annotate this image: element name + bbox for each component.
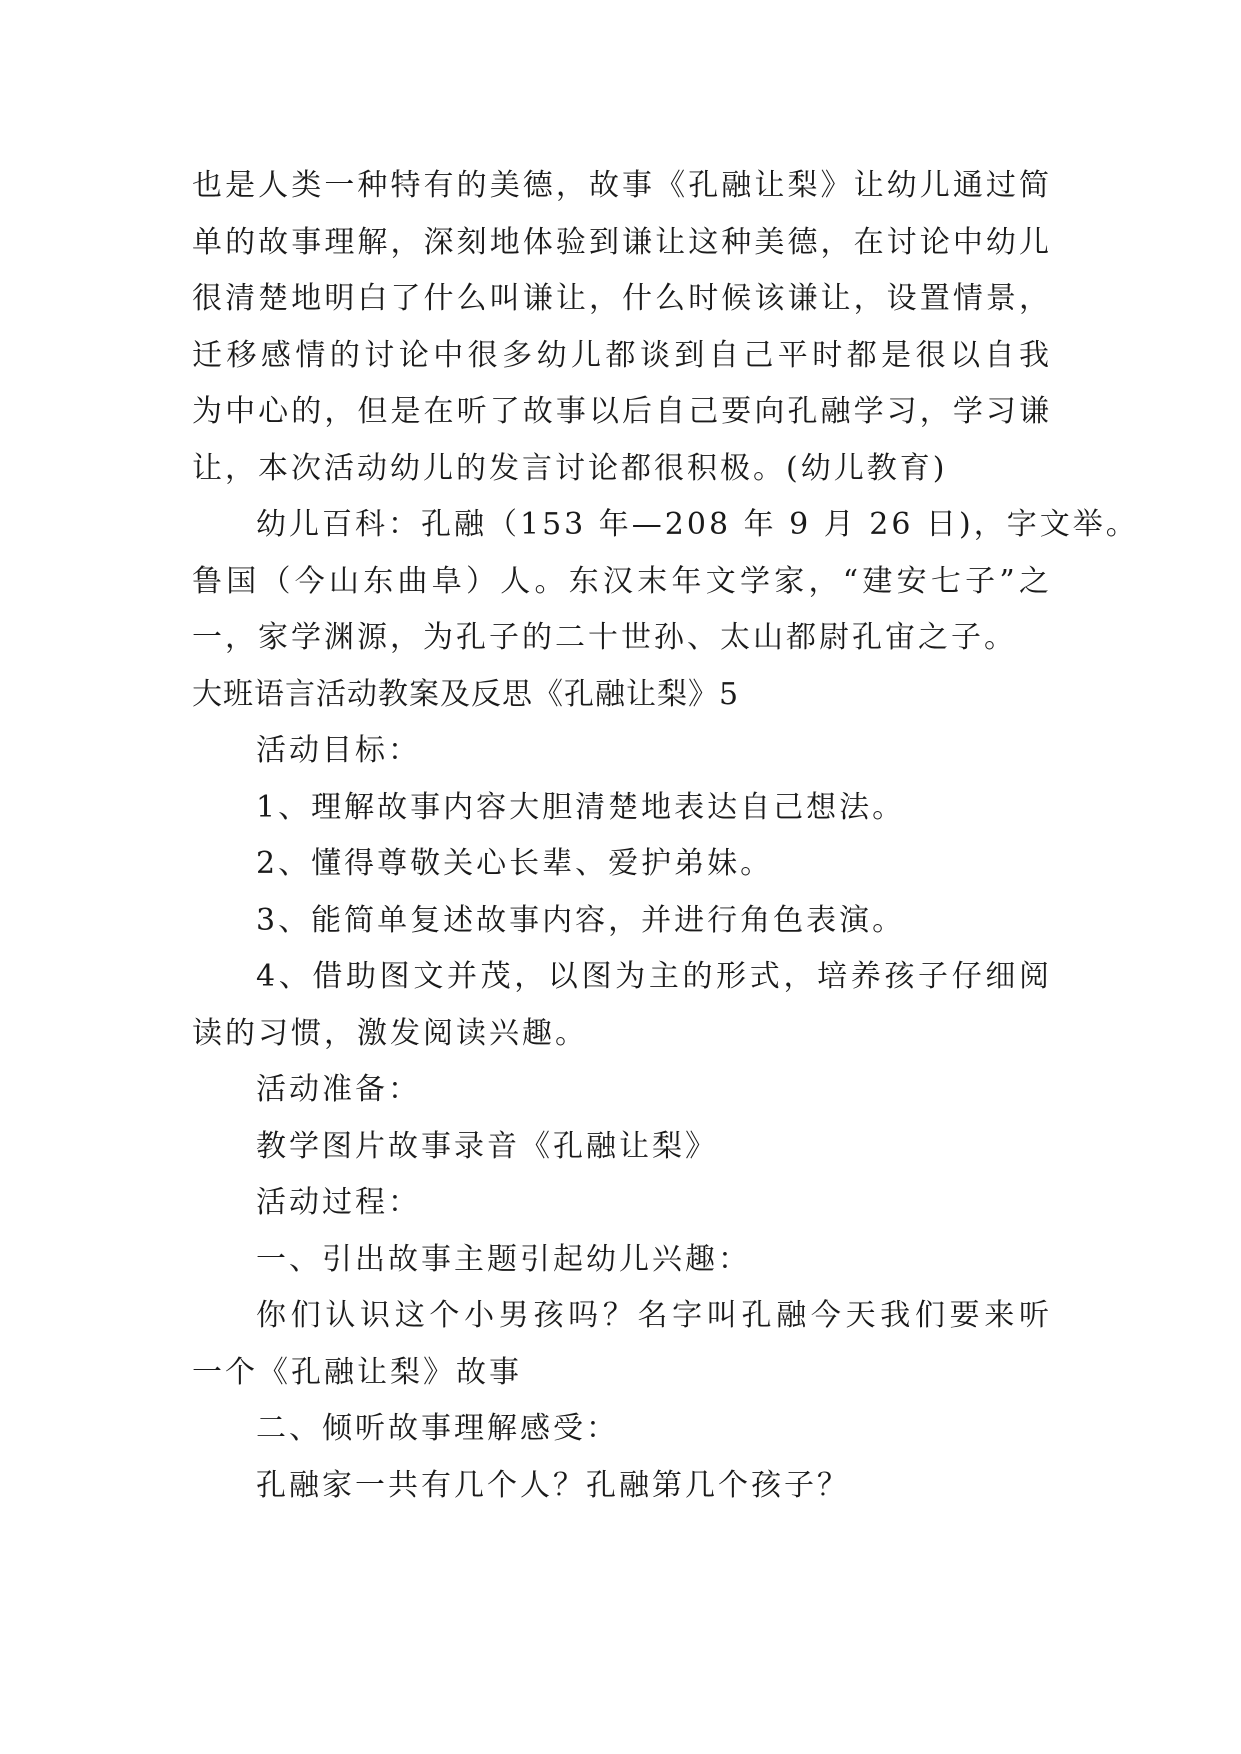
process-text-continued: 一个《孔融让梨》故事 <box>192 1354 522 1390</box>
goal-item: 1、理解故事内容大胆清楚地表达自己想法。 <box>256 789 906 825</box>
section-heading-process: 活动过程： <box>256 1185 421 1220</box>
encyclopedia-line: 鲁国（今山东曲阜）人。东汉末年文学家，“建安七子”之 <box>192 563 1052 599</box>
section-heading-preparation: 活动准备： <box>256 1072 421 1107</box>
preparation-item: 教学图片故事录音《孔融让梨》 <box>256 1128 718 1164</box>
goal-item: 4、借助图文并茂，以图为主的形式，培养孩子仔细阅 <box>256 959 1052 994</box>
section-title: 大班语言活动教案及反思《孔融让梨》5 <box>192 676 740 712</box>
paragraph-line: 单的故事理解，深刻地体验到谦让这种美德，在讨论中幼儿 <box>192 224 1052 260</box>
document-body <box>192 158 1139 1514</box>
section-heading-goals: 活动目标： <box>256 733 421 768</box>
paragraph-line: 让，本次活动幼儿的发言讨论都很积极。(幼儿教育) <box>192 450 948 486</box>
paragraph-line: 很清楚地明白了什么叫谦让，什么时候该谦让，设置情景， <box>192 281 1052 316</box>
process-text: 孔融家一共有几个人？孔融第几个孩子？ <box>256 1467 850 1503</box>
goal-item-continued: 读的习惯，激发阅读兴趣。 <box>192 1015 588 1051</box>
process-step-heading: 一、引出故事主题引起幼儿兴趣： <box>256 1241 751 1277</box>
encyclopedia-line: 幼儿百科：孔融（153 年—208 年 9 月 26 日)，字文举。 <box>256 507 1139 542</box>
paragraph-line: 为中心的，但是在听了故事以后自己要向孔融学习，学习谦 <box>192 394 1052 429</box>
encyclopedia-line: 一，家学渊源，为孔子的二十世孙、太山都尉孔宙之子。 <box>192 620 1017 655</box>
paragraph-line: 也是人类一种特有的美德，故事《孔融让梨》让幼儿通过简 <box>192 168 1052 203</box>
paragraph-line: 迁移感情的讨论中很多幼儿都谈到自己平时都是很以自我 <box>192 337 1052 373</box>
goal-item: 3、能简单复述故事内容，并进行角色表演。 <box>256 902 906 938</box>
process-text: 你们认识这个小男孩吗？名字叫孔融今天我们要来听 <box>256 1298 1052 1333</box>
process-step-heading: 二、倾听故事理解感受： <box>256 1411 619 1446</box>
goal-item: 2、懂得尊敬关心长辈、爱护弟妹。 <box>256 846 774 881</box>
